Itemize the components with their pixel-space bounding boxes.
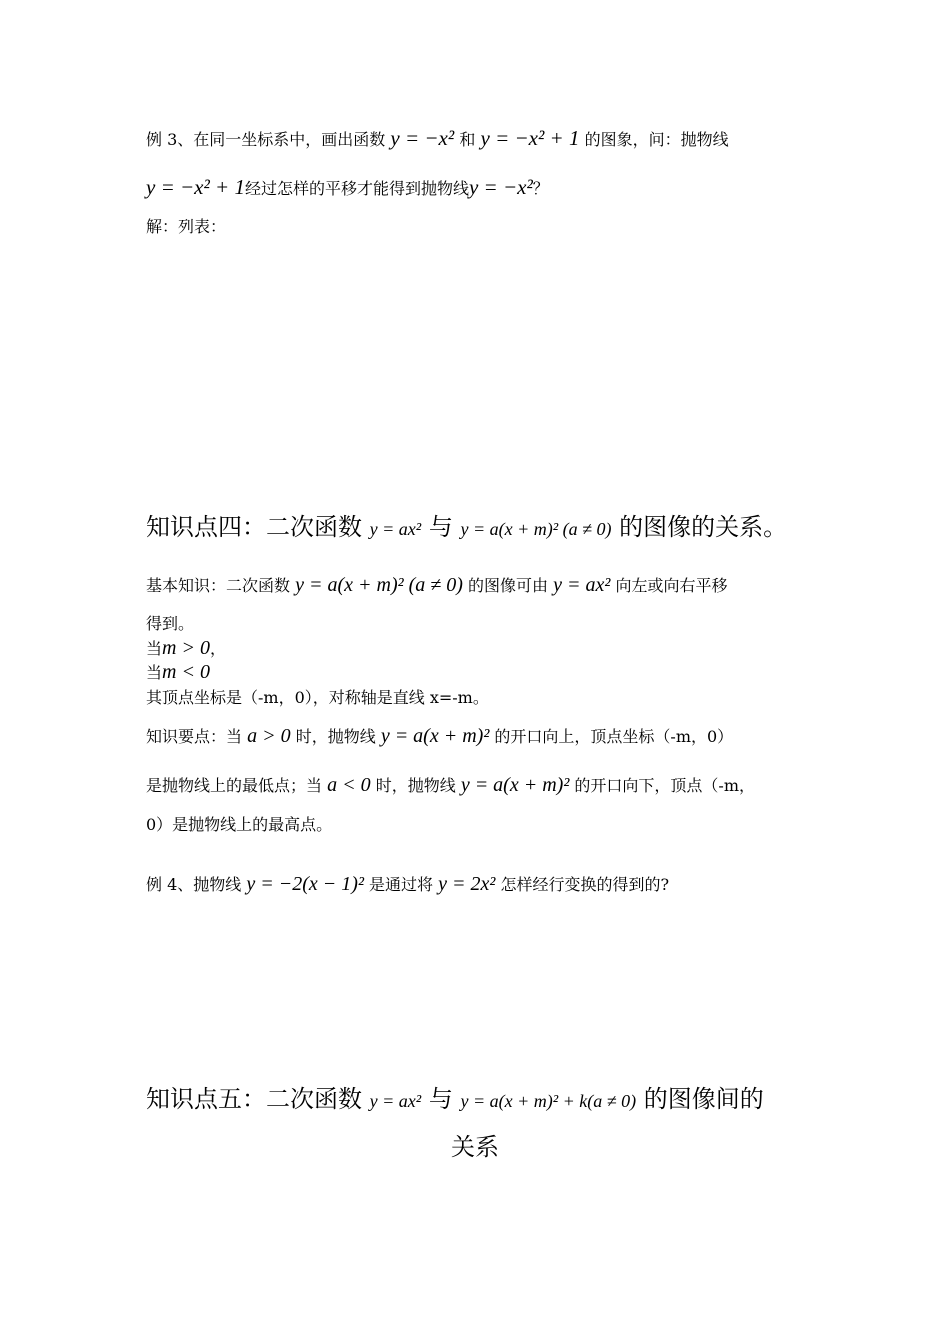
equation: m < 0: [162, 661, 210, 683]
example-3-line-2: [146, 175, 549, 201]
knowledge-point-4-title: [146, 510, 787, 546]
key-points-line-2: [146, 773, 755, 798]
knowledge-point-5-title: [146, 1082, 764, 1118]
heading-text: 知识点五：二次函数: [146, 1085, 362, 1113]
text: 的开口向下，顶点（-m，: [574, 776, 756, 795]
equation: y = a(x + m)² (a ≠ 0): [295, 574, 463, 596]
example-3-line-1: [146, 126, 729, 152]
heading-text: 的图像间的: [643, 1085, 764, 1113]
condition-m-negative: [146, 660, 210, 685]
equation: y = ax²: [369, 519, 422, 539]
key-points-line-1: [146, 724, 733, 749]
heading-text: 与: [428, 513, 453, 541]
equation: y = ax²: [553, 574, 611, 596]
vertex-line: 其顶点坐标是（-m，0），对称轴是直线 x=-m。: [146, 688, 489, 707]
text: 当: [146, 663, 163, 682]
text: 怎样经行变换的得到的?: [500, 875, 670, 894]
equation: y = ax²: [369, 1091, 422, 1111]
equation: y = −2(x − 1)²: [246, 873, 364, 895]
equation: y = 2x²: [438, 873, 496, 895]
example-3-text: 例 3、在同一坐标系中，画出函数: [146, 130, 386, 149]
heading-text: 的图像的关系。: [619, 513, 788, 541]
text: 和: [459, 130, 476, 149]
text: 时，抛物线: [375, 776, 456, 795]
text: ，: [209, 639, 226, 658]
knowledge-point-5-title-continued: 关系: [451, 1133, 499, 1161]
text: 经过怎样的平移才能得到抛物线: [244, 179, 469, 198]
text: 向左或向右平移: [615, 576, 728, 595]
text: 是抛物线上的最低点；当: [146, 776, 323, 795]
equation: m > 0: [162, 637, 210, 659]
heading-text: 知识点四：二次函数: [146, 513, 362, 541]
text: 是通过将: [369, 875, 434, 894]
equation: a < 0: [327, 774, 371, 796]
text: 当: [146, 639, 163, 658]
text: 的开口向上，顶点坐标（-m，0）: [494, 727, 734, 746]
solution-label: 解：列表：: [146, 217, 227, 236]
equation: y = −x² + 1: [146, 175, 245, 199]
text: 知识要点：当: [146, 727, 243, 746]
text: ？: [532, 179, 549, 198]
key-points-line-3: 0）是抛物线上的最高点。: [146, 815, 333, 834]
equation: y = −x²: [468, 175, 533, 199]
basic-knowledge-line-2: 得到。: [146, 614, 195, 633]
text: 时，抛物线: [295, 727, 376, 746]
condition-m-positive: [146, 636, 226, 661]
text: 例 4、抛物线: [146, 875, 242, 894]
equation: y = −x²: [390, 126, 460, 150]
equation: y = a(x + m)² (a ≠ 0): [460, 519, 612, 539]
basic-knowledge-line-1: [146, 573, 727, 598]
equation: y = a(x + m)² + k(a ≠ 0): [460, 1091, 637, 1111]
equation: a > 0: [247, 725, 291, 747]
text: 的图像可由: [468, 576, 549, 595]
text: 的图象，问：抛物线: [584, 130, 729, 149]
equation: y = a(x + m)²: [460, 774, 570, 796]
equation: y = −x² + 1: [480, 126, 580, 150]
equation: y = a(x + m)²: [380, 725, 490, 747]
text: 基本知识：二次函数: [146, 576, 291, 595]
example-4-line: [146, 872, 669, 897]
heading-text: 与: [428, 1085, 453, 1113]
